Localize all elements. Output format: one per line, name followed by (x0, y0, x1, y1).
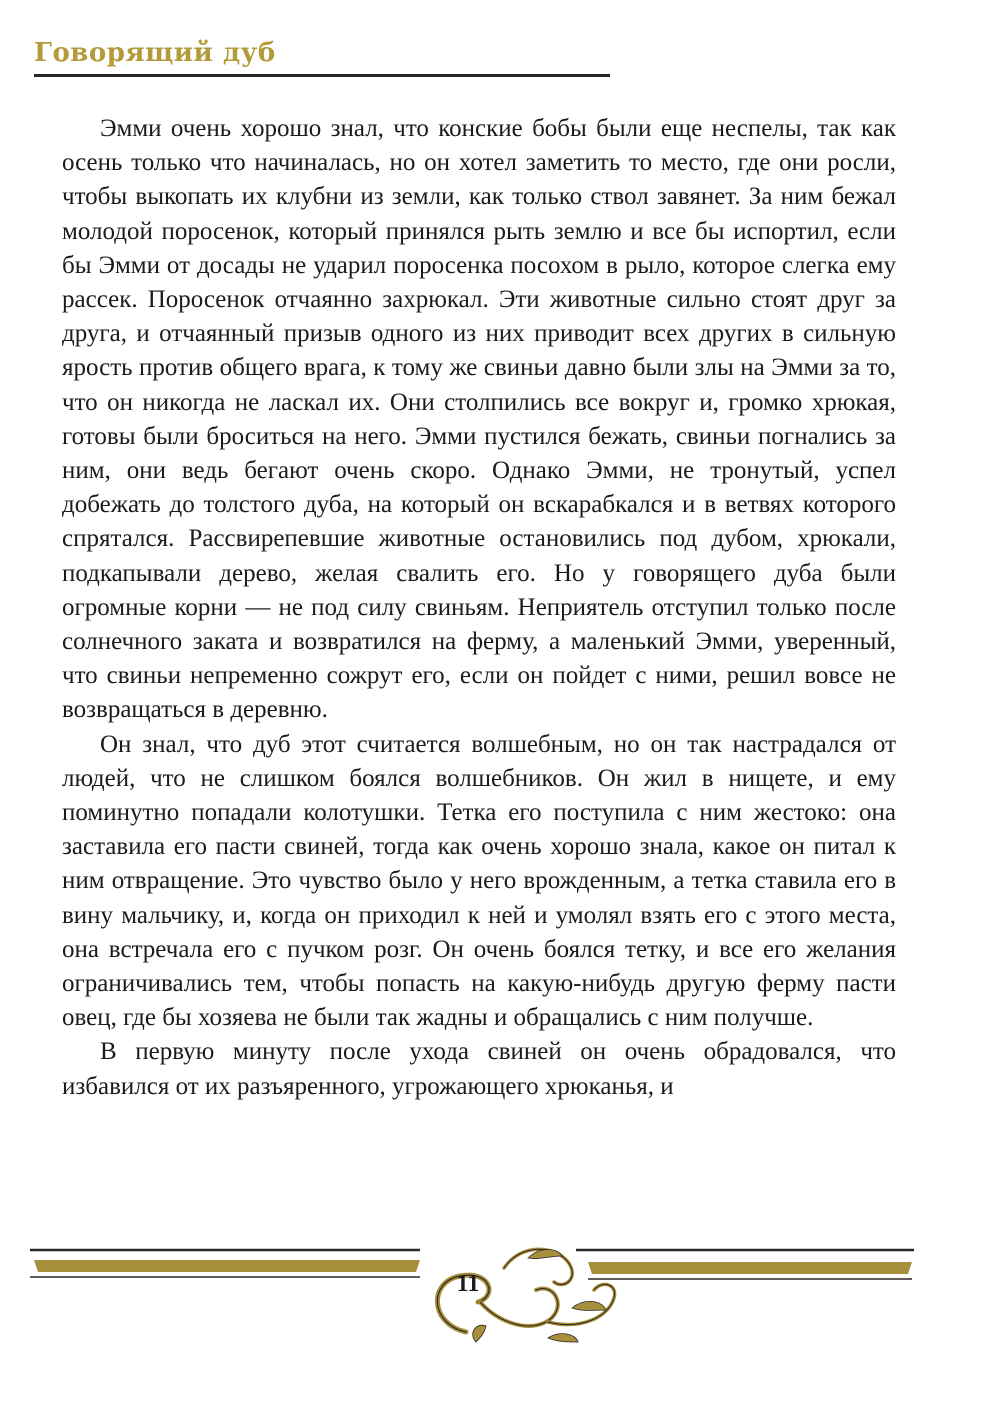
footer-ornament (28, 1238, 918, 1358)
paragraph-1: Эмми очень хорошо знал, что конские бобы были еще неспелы, так как осень только что начиналась, но он хотел заметить то место, где они росли, чтобы выкопать их клубни из земли, как только ствол завянет. За ним бежал молодой поросенок, который принялся рыть землю и все бы испортил, если бы Эмми от досады не ударил поросенка посохом в рыло, которое слегка ему рассек. Поросенок отчаянно захрюкал. Эти животные сильно стоят друг за друга, и отчаянный призыв одного из них приводит всех других в сильную ярость против общего врага, к тому же свиньи давно были злы на Эмми за то, что он никогда не ласкал их. Они столпились все вокруг и, громко хрюкая, готовы были броситься на него. Эмми пустился бежать, свиньи погнались за ним, они ведь бегают очень скоро. Однако Эмми, не тронутый, успел добежать до толстого дуба, на который он вскарабкался и в ветвях которого спрятался. Рассвирепевшие животные остановились под дубом, хрюкали, подкапывали дерево, желая свалить его. Но у говорящего дуба были огромные корни — не под силу свиньям. Неприятель отступил только после солнечного заката и возвратился на ферму, а маленький Эмми, уверенный, что свиньи непременно сожрут его, если он пойдет с ними, решил вовсе не возвращаться в деревню. (62, 115, 896, 724)
book-title: Говорящий дуб (34, 38, 276, 68)
page-number: 11 (456, 1271, 480, 1297)
body-text (62, 112, 896, 1104)
paragraph-3: В первую минуту после ухода свиней он очень обрадовался, что избавился от их разъяренного, угрожающего хрюканья, и (62, 1038, 896, 1100)
right-rule-bands (576, 1250, 914, 1279)
paragraph-2: Он знал, что дуб этот считается волшебным, но он так настрадался от людей, что не слишком боялся волшебников. Он жил в нищете, и ему поминутно попадали колотушки. Тетка его поступила с ним жестоко: она заставила его пасти свиней, тогда как очень хорошо знала, какое он питал к ним отвращение. Это чувство было у него врожденным, а тетка ставила его в вину мальчику, и, когда он приходил к ней и умолял взять его с этого места, она встречала его с пучком розг. Он очень боялся тетку, и все его желания ограничивались тем, чтобы попасть на какую-нибудь другую ферму пасти овец, где бы хозяева не были так жадны и обращались с ним получше. (62, 730, 896, 1032)
running-header (34, 36, 610, 77)
header-rule (34, 74, 610, 77)
left-rule-bands (30, 1250, 420, 1277)
